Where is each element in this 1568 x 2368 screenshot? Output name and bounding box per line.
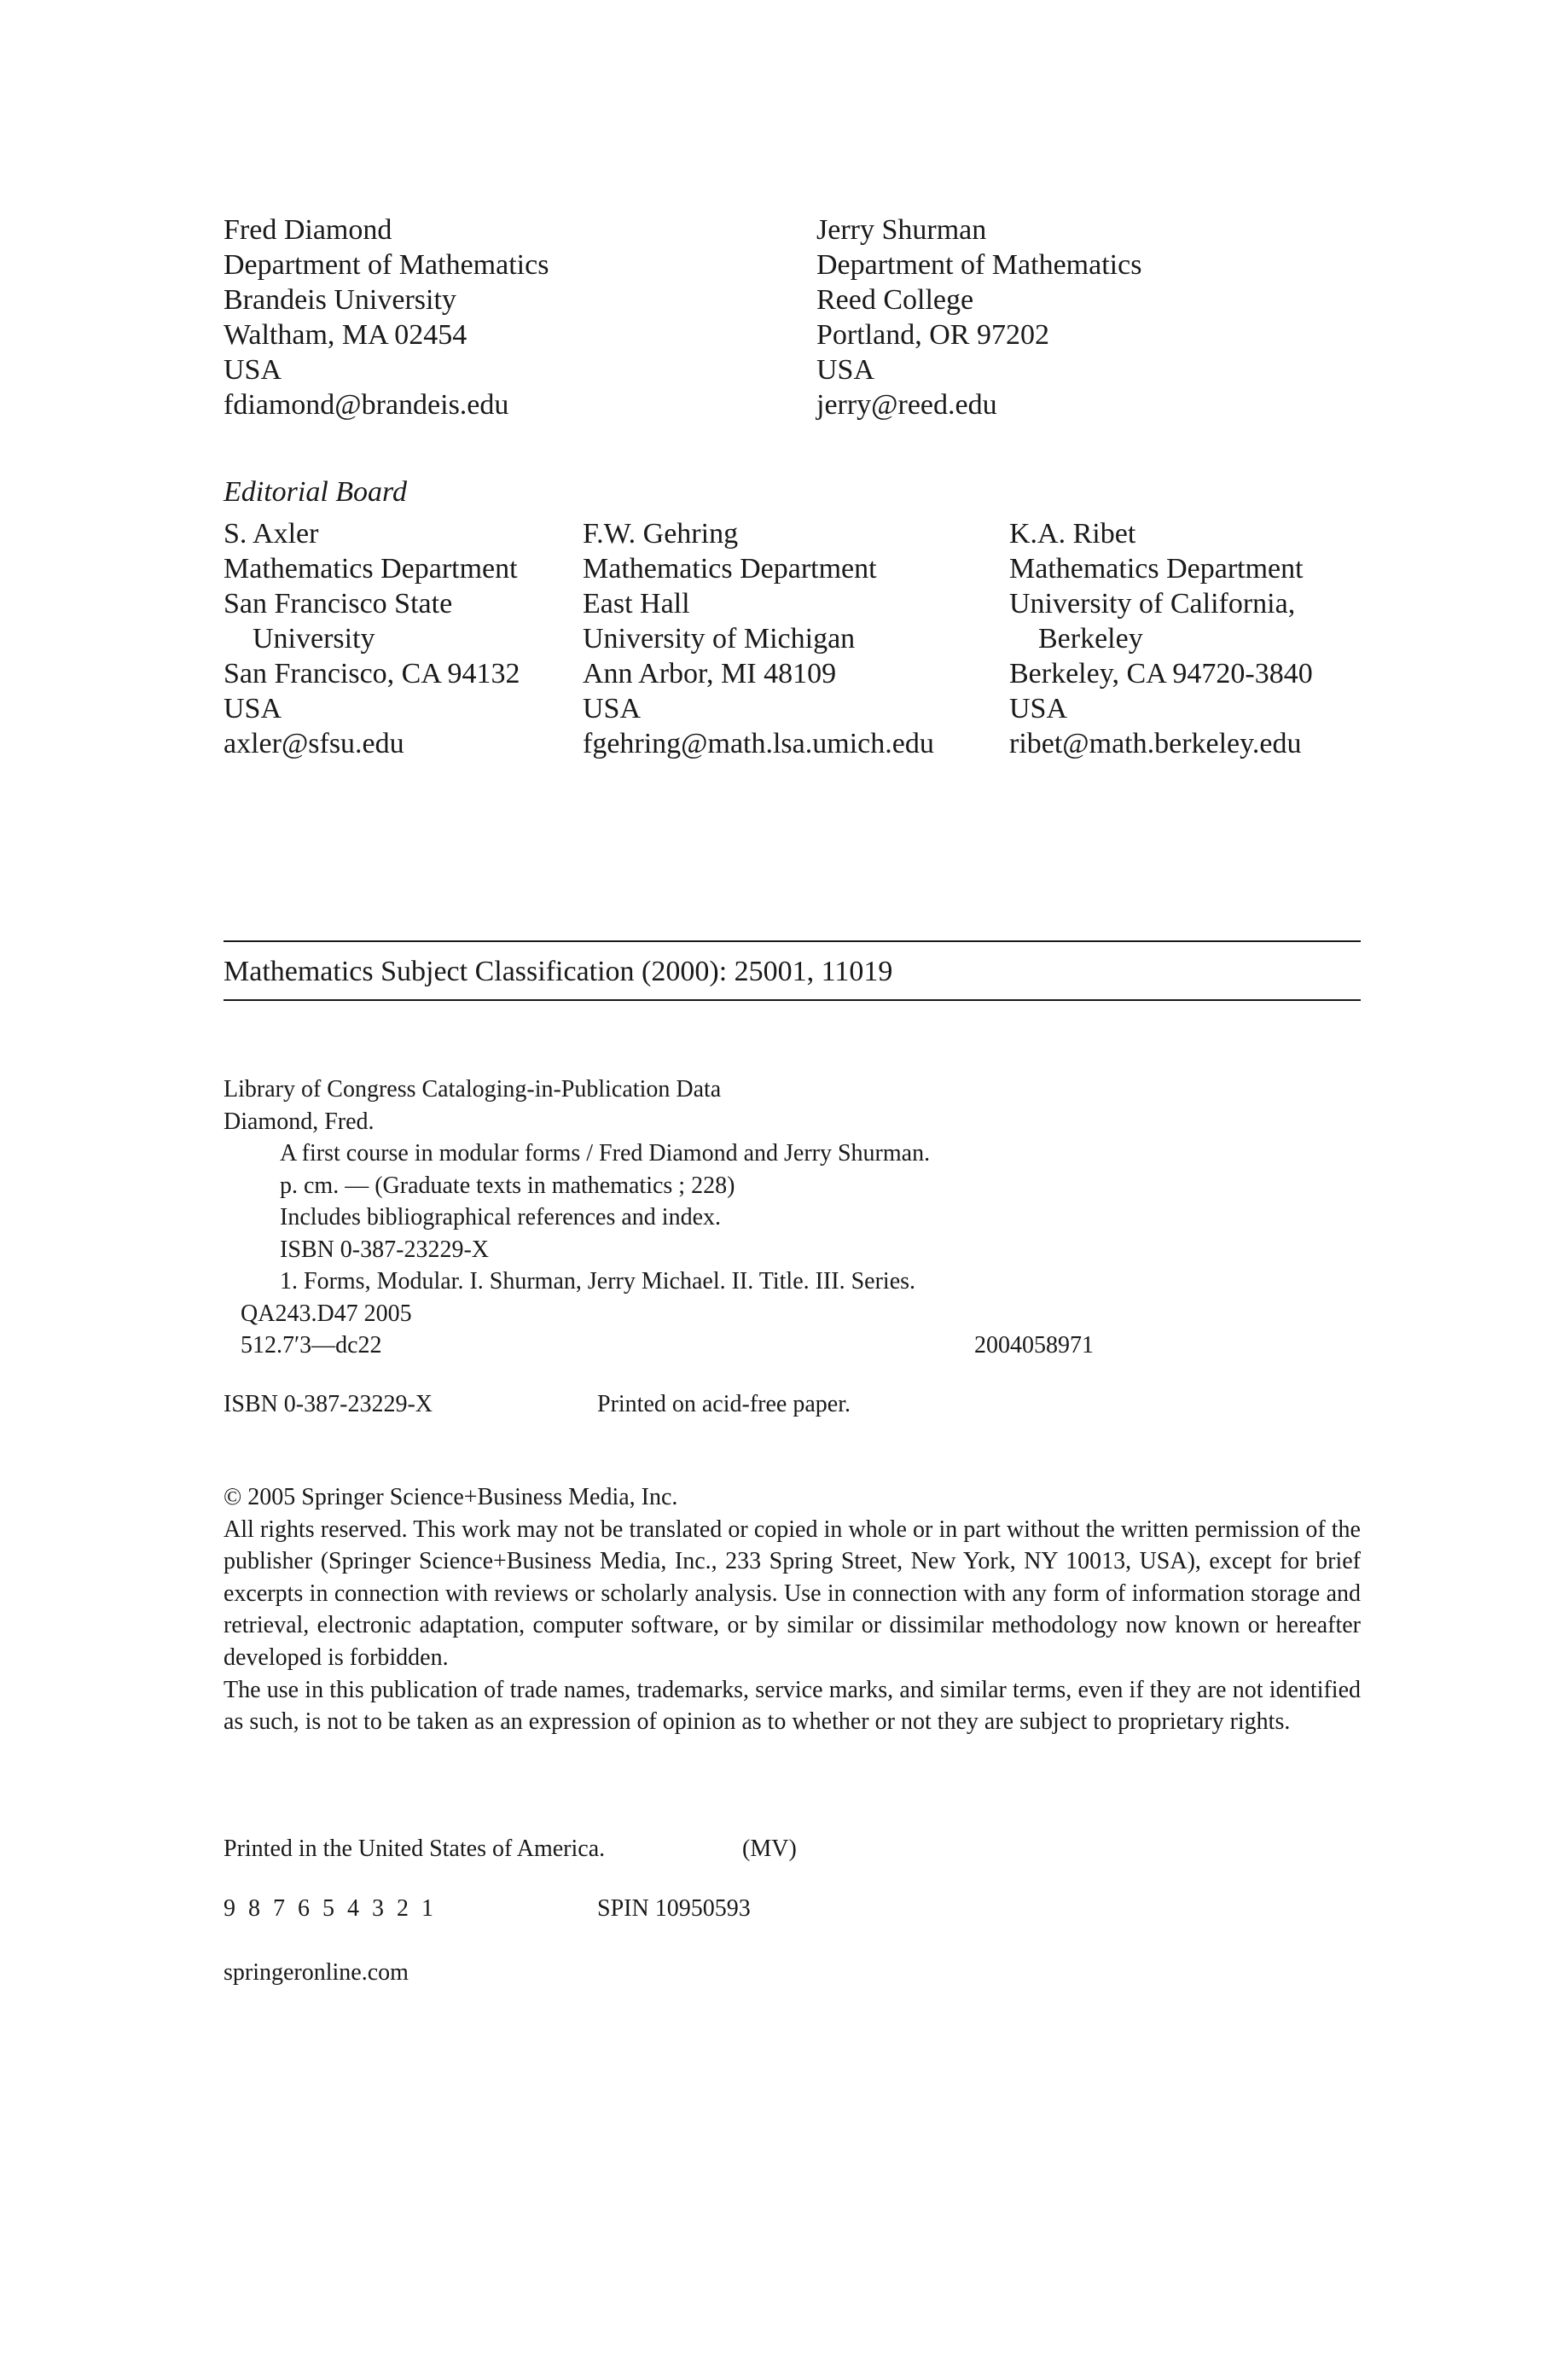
member-email: fgehring@math.lsa.umich.edu bbox=[583, 728, 934, 759]
board-member-ribet bbox=[1009, 516, 1313, 761]
spin-number: SPIN 10950593 bbox=[597, 1895, 751, 1922]
isbn: ISBN 0-387-23229-X bbox=[224, 1391, 433, 1417]
print-run-row bbox=[224, 1893, 751, 1924]
cip-classification-row bbox=[224, 1329, 1094, 1362]
member-city: Ann Arbor, MI 48109 bbox=[583, 658, 837, 689]
printed-in: Printed in the United States of America. bbox=[224, 1836, 606, 1862]
author-name: Fred Diamond bbox=[224, 214, 392, 246]
author-institution: Reed College bbox=[816, 284, 974, 316]
member-email: ribet@math.berkeley.edu bbox=[1009, 728, 1302, 759]
cip-data bbox=[224, 1073, 1094, 1362]
member-country: USA bbox=[224, 693, 282, 724]
cip-dewey: 512.7′3—dc22 bbox=[241, 1332, 382, 1359]
author-city: Portland, OR 97202 bbox=[816, 319, 1049, 351]
copyright-block bbox=[224, 1481, 1361, 1738]
author-country: USA bbox=[816, 354, 875, 386]
author-department: Department of Mathematics bbox=[224, 249, 549, 281]
author-country: USA bbox=[224, 354, 282, 386]
author-email: jerry@reed.edu bbox=[816, 389, 997, 421]
cip-heading: Library of Congress Cataloging-in-Publication Data bbox=[224, 1076, 722, 1103]
bottom-rule bbox=[224, 999, 1361, 1001]
member-department: Mathematics Department bbox=[583, 553, 877, 585]
publisher-website: springeronline.com bbox=[224, 1959, 409, 1986]
member-city: Berkeley, CA 94720-3840 bbox=[1009, 658, 1313, 689]
member-country: USA bbox=[583, 693, 642, 724]
cip-lccn: 2004058971 bbox=[974, 1332, 1094, 1359]
member-email: axler@sfsu.edu bbox=[224, 728, 404, 759]
cip-call-number: QA243.D47 2005 bbox=[241, 1300, 412, 1327]
board-member-axler bbox=[224, 516, 520, 761]
author-address-diamond bbox=[224, 212, 549, 422]
board-member-gehring bbox=[583, 516, 934, 761]
top-rule bbox=[224, 940, 1361, 942]
author-department: Department of Mathematics bbox=[816, 249, 1142, 281]
member-name: K.A. Ribet bbox=[1009, 518, 1136, 550]
cip-subjects: 1. Forms, Modular. I. Shurman, Jerry Michael. II. Title. III. Series. bbox=[280, 1268, 916, 1295]
member-country: USA bbox=[1009, 693, 1068, 724]
author-address-shurman bbox=[816, 212, 1141, 422]
member-institution-cont: University of Michigan bbox=[583, 623, 856, 655]
member-name: F.W. Gehring bbox=[583, 518, 739, 550]
member-department: Mathematics Department bbox=[224, 553, 518, 585]
cip-isbn: ISBN 0-387-23229-X bbox=[280, 1236, 489, 1263]
cip-author: Diamond, Fred. bbox=[224, 1108, 375, 1135]
author-institution: Brandeis University bbox=[224, 284, 456, 316]
cip-series: p. cm. — (Graduate texts in mathematics ; 228) bbox=[280, 1172, 735, 1199]
author-email: fdiamond@brandeis.edu bbox=[224, 389, 509, 421]
member-city: San Francisco, CA 94132 bbox=[224, 658, 520, 689]
cip-title: A first course in modular forms / Fred Diamond and Jerry Shurman. bbox=[280, 1140, 931, 1167]
acid-free-note: Printed on acid-free paper. bbox=[597, 1391, 851, 1417]
member-name: S. Axler bbox=[224, 518, 319, 550]
member-institution-cont: University bbox=[253, 623, 375, 655]
isbn-row bbox=[224, 1388, 851, 1420]
printer-code: (MV) bbox=[742, 1836, 797, 1862]
member-institution-cont: Berkeley bbox=[1038, 623, 1143, 655]
cip-bibliography: Includes bibliographical references and index. bbox=[280, 1204, 722, 1231]
editorial-board-title: Editorial Board bbox=[224, 476, 408, 508]
member-department: Mathematics Department bbox=[1009, 553, 1304, 585]
subject-classification: Mathematics Subject Classification (2000): 25001, 11019 bbox=[224, 956, 893, 987]
member-institution: University of California, bbox=[1009, 588, 1296, 620]
author-city: Waltham, MA 02454 bbox=[224, 319, 467, 351]
author-name: Jerry Shurman bbox=[816, 214, 987, 246]
member-institution: San Francisco State bbox=[224, 588, 453, 620]
member-institution: East Hall bbox=[583, 588, 690, 620]
print-run: 9 8 7 6 5 4 3 2 1 bbox=[224, 1895, 437, 1922]
trademark-text: The use in this publication of trade names, trademarks, service marks, and similar terms, even if they are not identified as such, is not to be taken as an expression of opinion as to whether or not they are subject to proprietary rights. bbox=[224, 1676, 1361, 1736]
copyright-line: © 2005 Springer Science+Business Media, Inc. bbox=[224, 1484, 678, 1510]
rights-reserved-text: All rights reserved. This work may not be translated or copied in whole or in part without the written permission of the publisher (Springer Science+Business Media, Inc., 233 Spring Street, New York, NY 10013, USA), except for brief excerpts in connection with reviews or scholarly analysis. Use in connection with any form of information storage and retrieval, electronic adaptation, computer software, or by similar or dissimilar methodology now known or hereafter developed is forbidden. bbox=[224, 1516, 1361, 1671]
printed-in-row bbox=[224, 1833, 797, 1865]
